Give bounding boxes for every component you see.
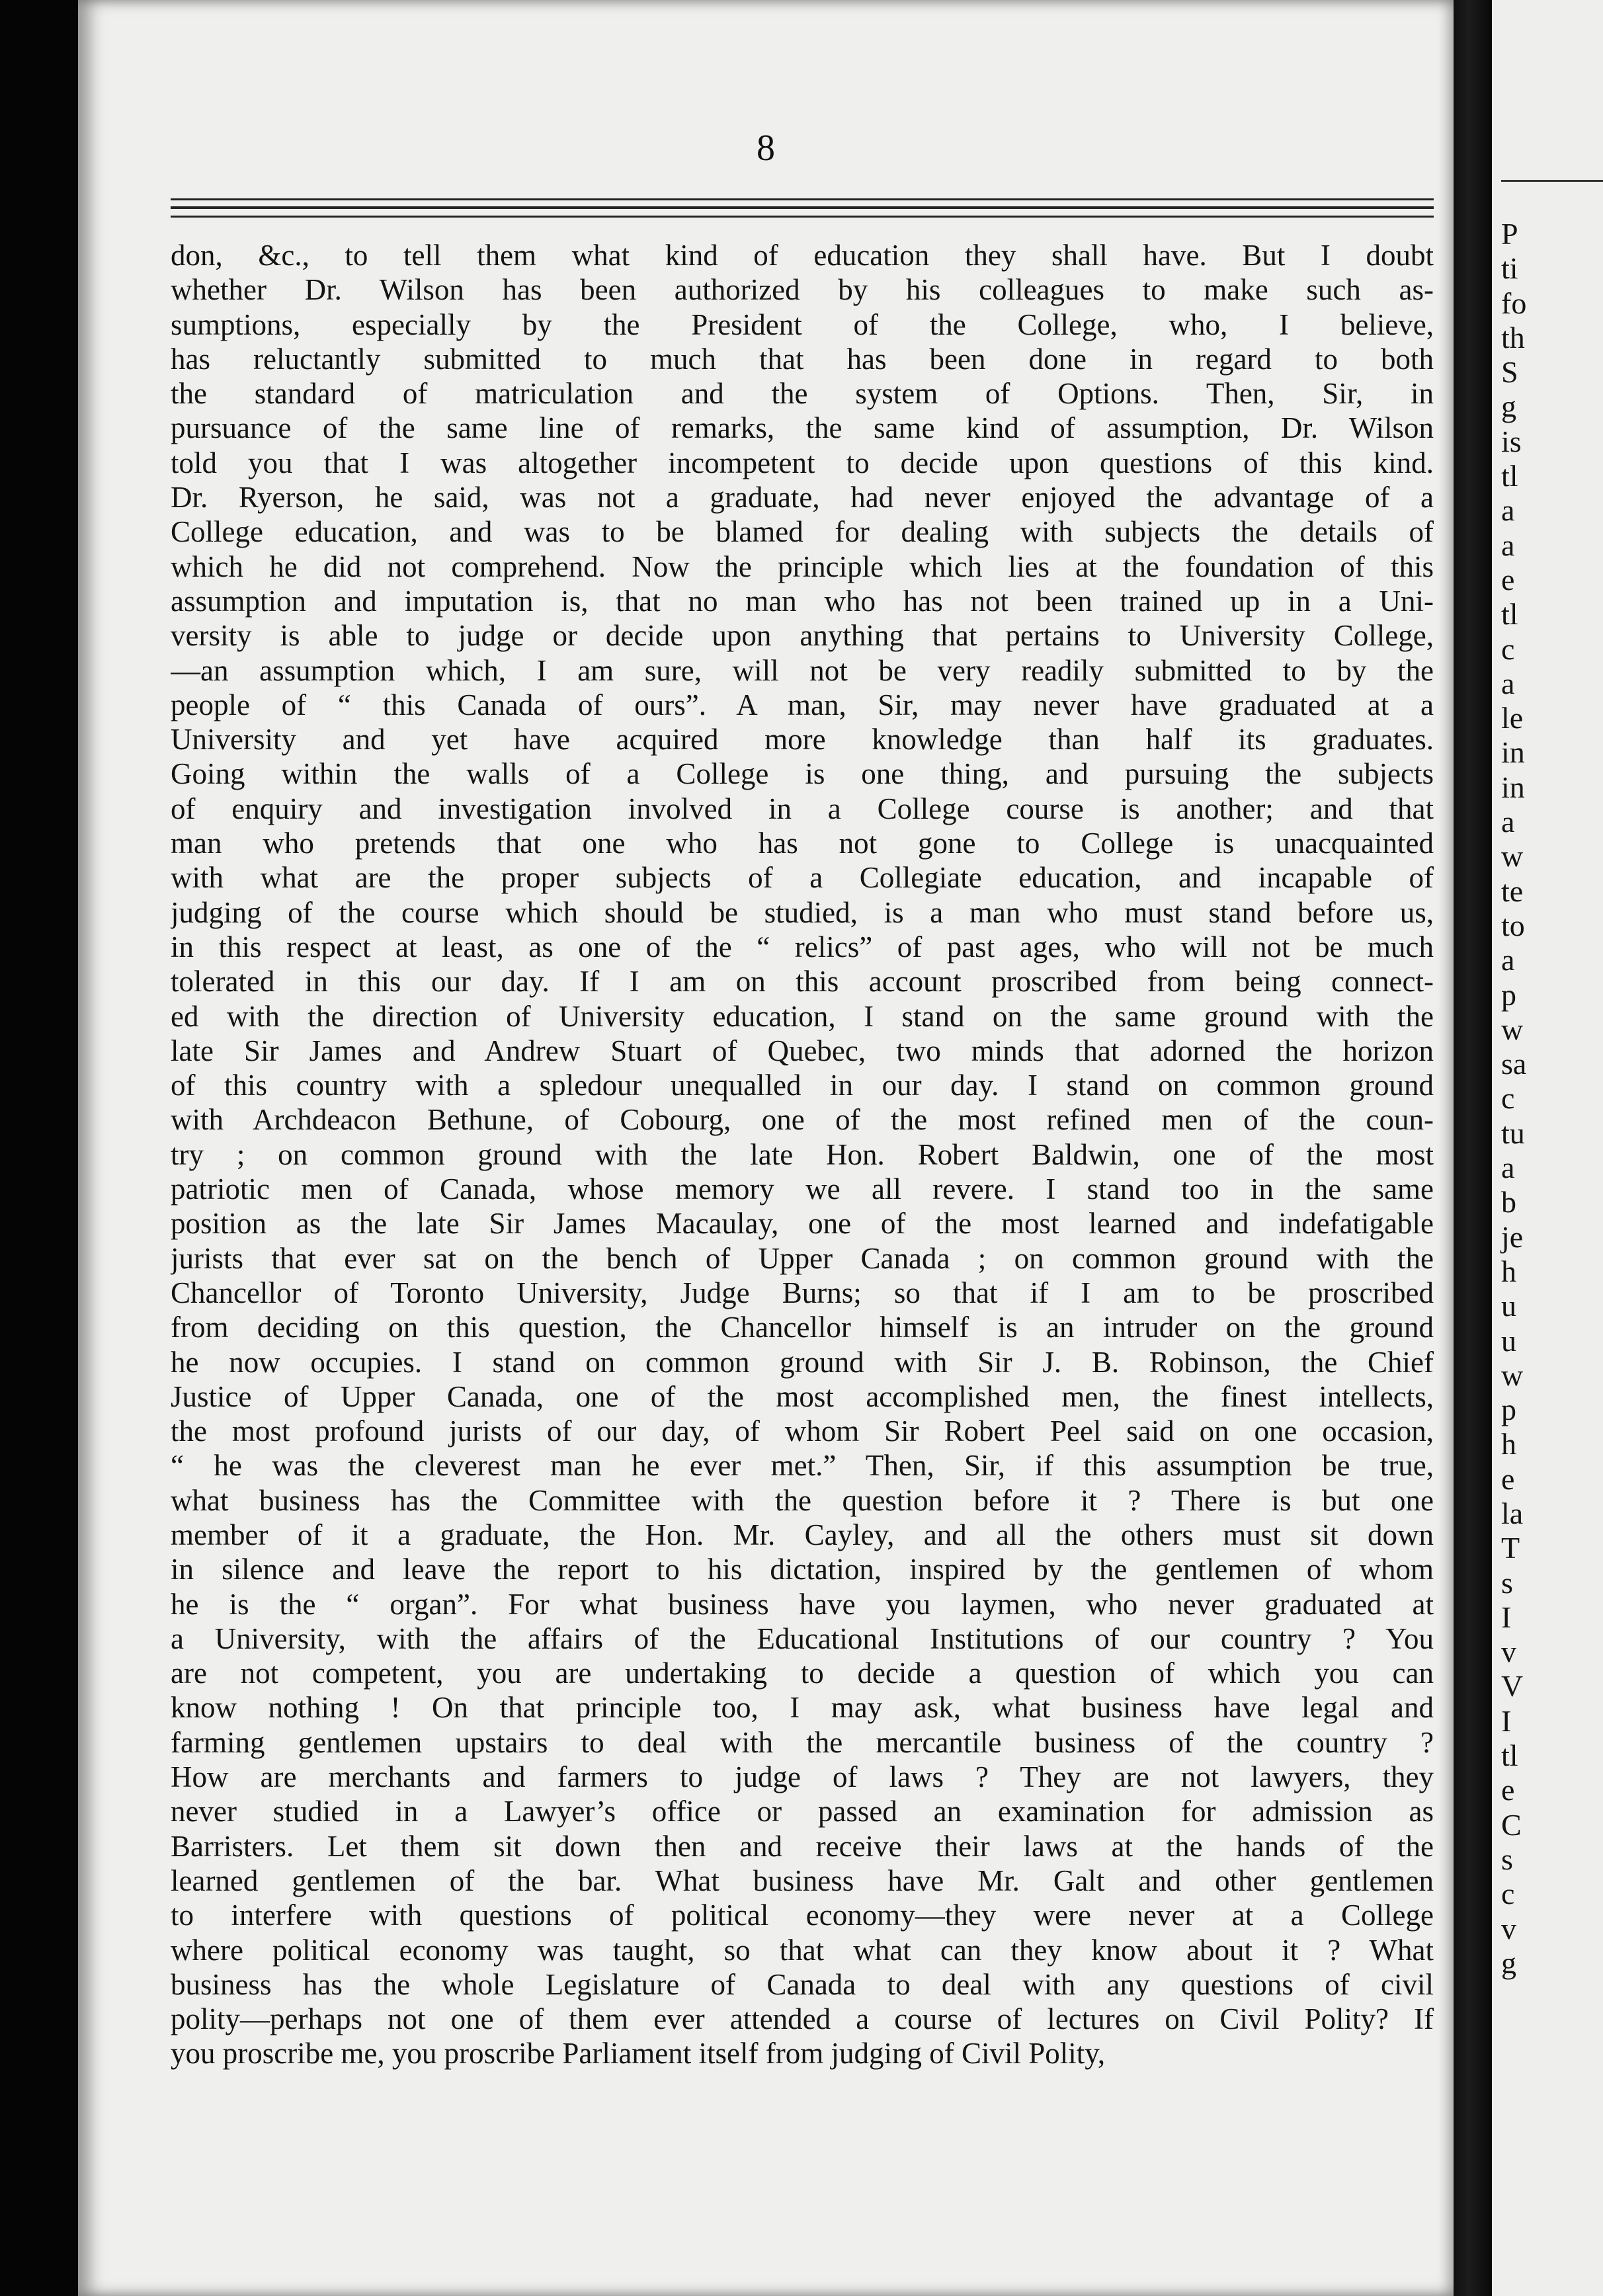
adjacent-page-fragment: le [1501, 701, 1524, 735]
adjacent-page-fragment: P [1501, 217, 1518, 251]
text-line: has reluctantly submitted to much that has been done in regard to both [171, 342, 1434, 376]
adjacent-page-fragment: e [1501, 562, 1515, 596]
text-line: jurists that ever sat on the bench of Upper Canada ; on common ground with the [171, 1241, 1434, 1275]
adjacent-page-fragment: v [1501, 1911, 1516, 1946]
adjacent-page-fragment: w [1501, 839, 1524, 874]
adjacent-page-fragment: w [1501, 1012, 1524, 1046]
adjacent-page-fragment: C [1501, 1807, 1522, 1842]
adjacent-page-fragment: u [1501, 1323, 1516, 1358]
text-line: to interfere with questions of political economy—they were never at a College [171, 1899, 1434, 1932]
text-line: man who pretends that one who has not gone to College is unacquainted [171, 827, 1434, 860]
adjacent-page-text [1501, 217, 1526, 1981]
text-line: ed with the direction of University education, I stand on the same ground with the [171, 999, 1434, 1033]
text-line: what business has the Committee with the question before it ? There is but one [171, 1483, 1434, 1517]
adjacent-page-fragment: a [1501, 1151, 1515, 1185]
text-line: from deciding on this question, the Chancellor himself is an intruder on the ground [171, 1311, 1434, 1344]
adjacent-page-fragment: tl [1501, 459, 1518, 493]
adjacent-page-fragment: v [1501, 1635, 1516, 1669]
scan-border-left [0, 0, 78, 2296]
text-line: “ he was the cleverest man he ever met.” Then, Sir, if this assumption be true, [171, 1449, 1434, 1483]
adjacent-page-fragment: V [1501, 1669, 1524, 1703]
adjacent-page-fragment: tu [1501, 1116, 1525, 1150]
adjacent-page-fragment: u [1501, 1289, 1516, 1323]
text-line: assumption and imputation is, that no man who has not been trained up in a Uni- [171, 584, 1434, 618]
adjacent-page-edge [1492, 0, 1603, 2296]
adjacent-page-fragment: e [1501, 1773, 1515, 1807]
adjacent-page-fragment: to [1501, 908, 1525, 942]
adjacent-page-fragment: p [1501, 977, 1516, 1012]
text-line: in silence and leave the report to his dictation, inspired by the gentlemen of whom [171, 1553, 1434, 1586]
header-rule [171, 206, 1434, 209]
adjacent-page-fragment: g [1501, 1946, 1516, 1980]
text-line: learned gentlemen of the bar. What business have Mr. Galt and other gentlemen [171, 1864, 1434, 1897]
text-line: University and yet have acquired more knowledge than half its graduates. [171, 723, 1434, 757]
adjacent-page-fragment: a [1501, 805, 1515, 839]
adjacent-page-fragment: tl [1501, 1739, 1518, 1773]
adjacent-page-fragment: p [1501, 1393, 1516, 1427]
adjacent-page-fragment: h [1501, 1427, 1516, 1461]
text-line: versity is able to judge or decide upon anything that pertains to University College, [171, 619, 1434, 653]
text-line: of this country with a spledour unequalled in our day. I stand on common ground [171, 1069, 1434, 1102]
text-line: sumptions, especially by the President of the College, who, I believe, [171, 308, 1434, 341]
adjacent-page-fragment: h [1501, 1254, 1516, 1288]
adjacent-page-fragment: I [1501, 1703, 1512, 1738]
body-text [171, 238, 1434, 2071]
text-line: pursuance of the same line of remarks, the same kind of assumption, Dr. Wilson [171, 411, 1434, 445]
text-line: —an assumption which, I am sure, will not be very readily submitted to by the [171, 653, 1434, 687]
text-line: know nothing ! On that principle too, I may ask, what business have legal and [171, 1691, 1434, 1725]
adjacent-page-fragment: I [1501, 1600, 1512, 1634]
adjacent-page-fragment: a [1501, 666, 1515, 700]
adjacent-page-fragment: is [1501, 424, 1522, 458]
adjacent-page-fragment: tl [1501, 597, 1518, 632]
book-page [78, 0, 1454, 2296]
adjacent-page-fragment: a [1501, 943, 1515, 977]
adjacent-page-fragment: s [1501, 1842, 1513, 1876]
text-line: in this respect at least, as one of the “ relics” of past ages, who will not be much [171, 930, 1434, 964]
text-line: where political economy was taught, so that what can they know about it ? What [171, 1933, 1434, 1967]
adjacent-page-rule [1501, 180, 1603, 182]
text-line: member of it a graduate, the Hon. Mr. Cayley, and all the others must sit down [171, 1518, 1434, 1551]
adjacent-page-fragment: th [1501, 320, 1525, 354]
adjacent-page-fragment: a [1501, 493, 1515, 528]
text-line: he now occupies. I stand on common ground with Sir J. B. Robinson, the Chief [171, 1345, 1434, 1379]
text-line: late Sir James and Andrew Stuart of Quebec, two minds that adorned the horizon [171, 1034, 1434, 1067]
text-line: Going within the walls of a College is one thing, and pursuing the subjects [171, 757, 1434, 791]
text-line: with Archdeacon Bethune, of Cobourg, one of the most refined men of the coun- [171, 1103, 1434, 1137]
text-line: How are merchants and farmers to judge of laws ? They are not lawyers, they [171, 1760, 1434, 1794]
adjacent-page-fragment: c [1501, 1877, 1515, 1911]
text-line: Dr. Ryerson, he said, was not a graduate, had never enjoyed the advantage of a [171, 481, 1434, 514]
adjacent-page-fragment: in [1501, 770, 1525, 804]
text-line: which he did not comprehend. Now the principle which lies at the foundation of this [171, 550, 1434, 583]
header-rule [171, 198, 1434, 200]
text-line: he is the “ organ”. For what business have you laymen, who never graduated at [171, 1587, 1434, 1621]
adjacent-page-fragment: g [1501, 390, 1516, 424]
adjacent-page-fragment: T [1501, 1531, 1520, 1565]
text-line: are not competent, you are undertaking to decide a question of which you can [171, 1657, 1434, 1690]
text-line: College education, and was to be blamed for dealing with subjects the details of [171, 515, 1434, 549]
adjacent-page-fragment: s [1501, 1565, 1513, 1600]
text-line: Barristers. Let them sit down then and receive their laws at the hands of the [171, 1829, 1434, 1863]
adjacent-page-fragment: in [1501, 735, 1525, 770]
text-line: told you that I was altogether incompetent to decide upon questions of this kind. [171, 446, 1434, 479]
adjacent-page-fragment: ti [1501, 251, 1518, 286]
text-line: the most profound jurists of our day, of whom Sir Robert Peel said on one occasion, [171, 1414, 1434, 1448]
text-line: farming gentlemen upstairs to deal with the mercantile business of the country ? [171, 1725, 1434, 1759]
text-line: of enquiry and investigation involved in a College course is another; and that [171, 792, 1434, 825]
text-line: business has the whole Legislature of Canada to deal with any questions of civil [171, 1967, 1434, 2001]
text-line: polity—perhaps not one of them ever attended a course of lectures on Civil Polity? If [171, 2002, 1434, 2036]
text-line: whether Dr. Wilson has been authorized by his colleagues to make such as- [171, 273, 1434, 307]
adjacent-page-fragment: sa [1501, 1047, 1527, 1081]
header-rule [171, 216, 1434, 218]
text-line: people of “ this Canada of ours”. A man, Sir, may never have graduated at a [171, 688, 1434, 721]
text-line: with what are the proper subjects of a Collegiate education, and incapable of [171, 861, 1434, 895]
text-line: a University, with the affairs of the Educational Institutions of our country ? You [171, 1621, 1434, 1655]
adjacent-page-fragment: e [1501, 1461, 1515, 1496]
text-line: don, &c., to tell them what kind of education they shall have. But I doubt [171, 239, 1434, 272]
adjacent-page-fragment: c [1501, 1081, 1515, 1116]
book-gutter [1454, 0, 1492, 2296]
text-line: position as the late Sir James Macaulay, one of the most learned and indefatigable [171, 1207, 1434, 1241]
adjacent-page-fragment: la [1501, 1496, 1524, 1530]
text-line: the standard of matriculation and the system of Options. Then, Sir, in [171, 377, 1434, 411]
text-line: never studied in a Lawyer’s office or passed an examination for admission as [171, 1795, 1434, 1828]
text-line: judging of the course which should be studied, is a man who must stand before us, [171, 895, 1434, 929]
text-line: patriotic men of Canada, whose memory we all revere. I stand too in the same [171, 1172, 1434, 1206]
text-line: tolerated in this our day. If I am on this account proscribed from being connect- [171, 965, 1434, 999]
page-number: 8 [757, 128, 775, 169]
text-line: Chancellor of Toronto University, Judge Burns; so that if I am to be proscribed [171, 1276, 1434, 1309]
adjacent-page-fragment: S [1501, 355, 1518, 390]
text-line: Justice of Upper Canada, one of the most accomplished men, the finest intellects, [171, 1379, 1434, 1413]
adjacent-page-fragment: c [1501, 632, 1515, 666]
adjacent-page-fragment: b [1501, 1185, 1516, 1219]
adjacent-page-fragment: a [1501, 528, 1515, 562]
adjacent-page-fragment: je [1501, 1219, 1524, 1254]
adjacent-page-fragment: te [1501, 874, 1524, 908]
text-line: you proscribe me, you proscribe Parliament itself from judging of Civil Polity, [171, 2037, 1106, 2070]
adjacent-page-fragment: fo [1501, 286, 1527, 320]
adjacent-page-fragment: w [1501, 1358, 1524, 1392]
text-line: try ; on common ground with the late Hon. Robert Baldwin, one of the most [171, 1137, 1434, 1171]
